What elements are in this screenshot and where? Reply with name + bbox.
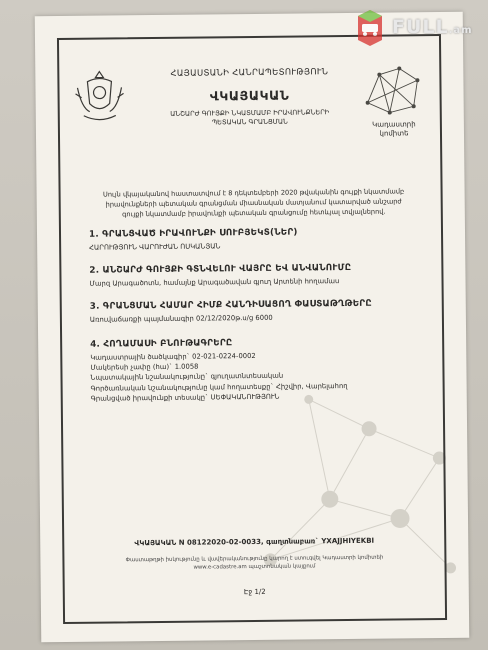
section-land-characteristics [90, 336, 423, 403]
cadastre-committee-logo-icon [359, 62, 426, 119]
section-4-title: 4. ՀՈՂԱՄԱՍԻ ԲՆՈՒԹԱԳՐԵՐԸ [90, 338, 233, 350]
cadastral-code: Կադաստրային ծածկագիր` 02-021-0224-0002 [90, 351, 256, 362]
republic-heading: ՀԱՅԱՍՏԱՆԻ ՀԱՆՐԱՊԵՏՈՒԹՅՈՒՆ [170, 67, 329, 79]
section-right-holder [89, 226, 421, 253]
certificate-subtitle [130, 108, 370, 128]
watermark-text: FULL.am [392, 16, 473, 38]
intro-paragraph: Սույն վկայականով հաստատվում է 8 դեկտեմբերի 2020 թվականին գույքի նկատմամբ իրավունքների պետական գրանցման միասնական մատյանում կատարված անշարժ գույքի նկատմամբ իրավունքի պետական գրանցումը հետևյալ տվյալներով. [102, 187, 405, 219]
target-purpose: Նպատակային նշանակությունը` գյուղատնտեսական [90, 372, 284, 383]
section-2-text: Մարզ Արագածոտն, համայնք Արագածավան գյուղ Արտենի հողամաս [89, 277, 340, 288]
section-location [89, 262, 421, 289]
right-type: Գրանցված իրավունքի տեսակը` ՍԵՓԱԿԱՆՈՒԹՅՈՒՆ [90, 392, 280, 403]
certificate-number: ՎԿԱՅԱԿԱՆ N 08122020-02-0033, գաղտնաբառ` YXAJJHIYEKBI [134, 536, 375, 548]
section-4-details [90, 349, 423, 403]
verification-note: Փաստաթղթի իսկությունը և վավերականությունը կարող է ստուգվել Կադաստրի կոմիտեի www.e-cadastre.am պաշտոնական կայքում [125, 554, 384, 571]
certificate-page [35, 12, 470, 642]
armenia-coat-of-arms-icon [73, 67, 126, 128]
subtitle-line-1: ԱՆՇԱՐԺ ԳՈՒՅՔԻ ՆԿԱՏՄԱՄԲ ԻՐԱՎՈՒՆՔՆԵՐԻ [170, 108, 330, 118]
area-size: Մակերեսի չափը (հա)` 1.0058 [90, 362, 199, 372]
section-1-title: 1. ԳՐԱՆՑՎԱԾ ԻՐԱՎՈՒՆՔԻ ՍՈՒԲՅԵԿՏ(ՆԵՐ) [88, 227, 298, 240]
section-1-text: ՀԱՐՈՒԹՅՈՒՆ ՎԱՐՈՒԺԱՆ ՈՍԿԱՆՅԱՆ [89, 242, 221, 252]
subtitle-line-2: ՊԵՏԱԿԱՆ ԳՐԱՆՑՄԱՆ [211, 117, 288, 127]
certificate-title: ՎԿԱՅԱԿԱՆ [209, 87, 290, 104]
section-3-title: 3. ԳՐԱՆՑՄԱՆ ՀԱՄԱՐ ՀԻՄՔ ՀԱՆԴԻՍԱՑՈՂ ՓԱՍՏԱԹՂԹԵՐԸ [89, 298, 372, 312]
certificate-frame [57, 34, 447, 624]
cadastre-committee-label: Կադաստրի կոմիտե [372, 120, 416, 138]
section-documents [90, 298, 422, 325]
section-3-text: Առուվաճառքի պայմանագիր 02/12/2020թ.ս/ց 6000 [89, 313, 273, 324]
functional-purpose: Գործառնական նշանակությունը կամ հողատեսքը` Հիշվիր, Վարելահող [90, 381, 348, 393]
page-number: Էջ 1/2 [243, 587, 266, 597]
section-2-title: 2. ԱՆՇԱՐԺ ԳՈՒՅՔԻ ԳՏՆՎԵԼՈՒ ՎԱՅՐԸ ԵՎ ԱՆՎԱՆՈՒՄԸ [89, 262, 352, 276]
